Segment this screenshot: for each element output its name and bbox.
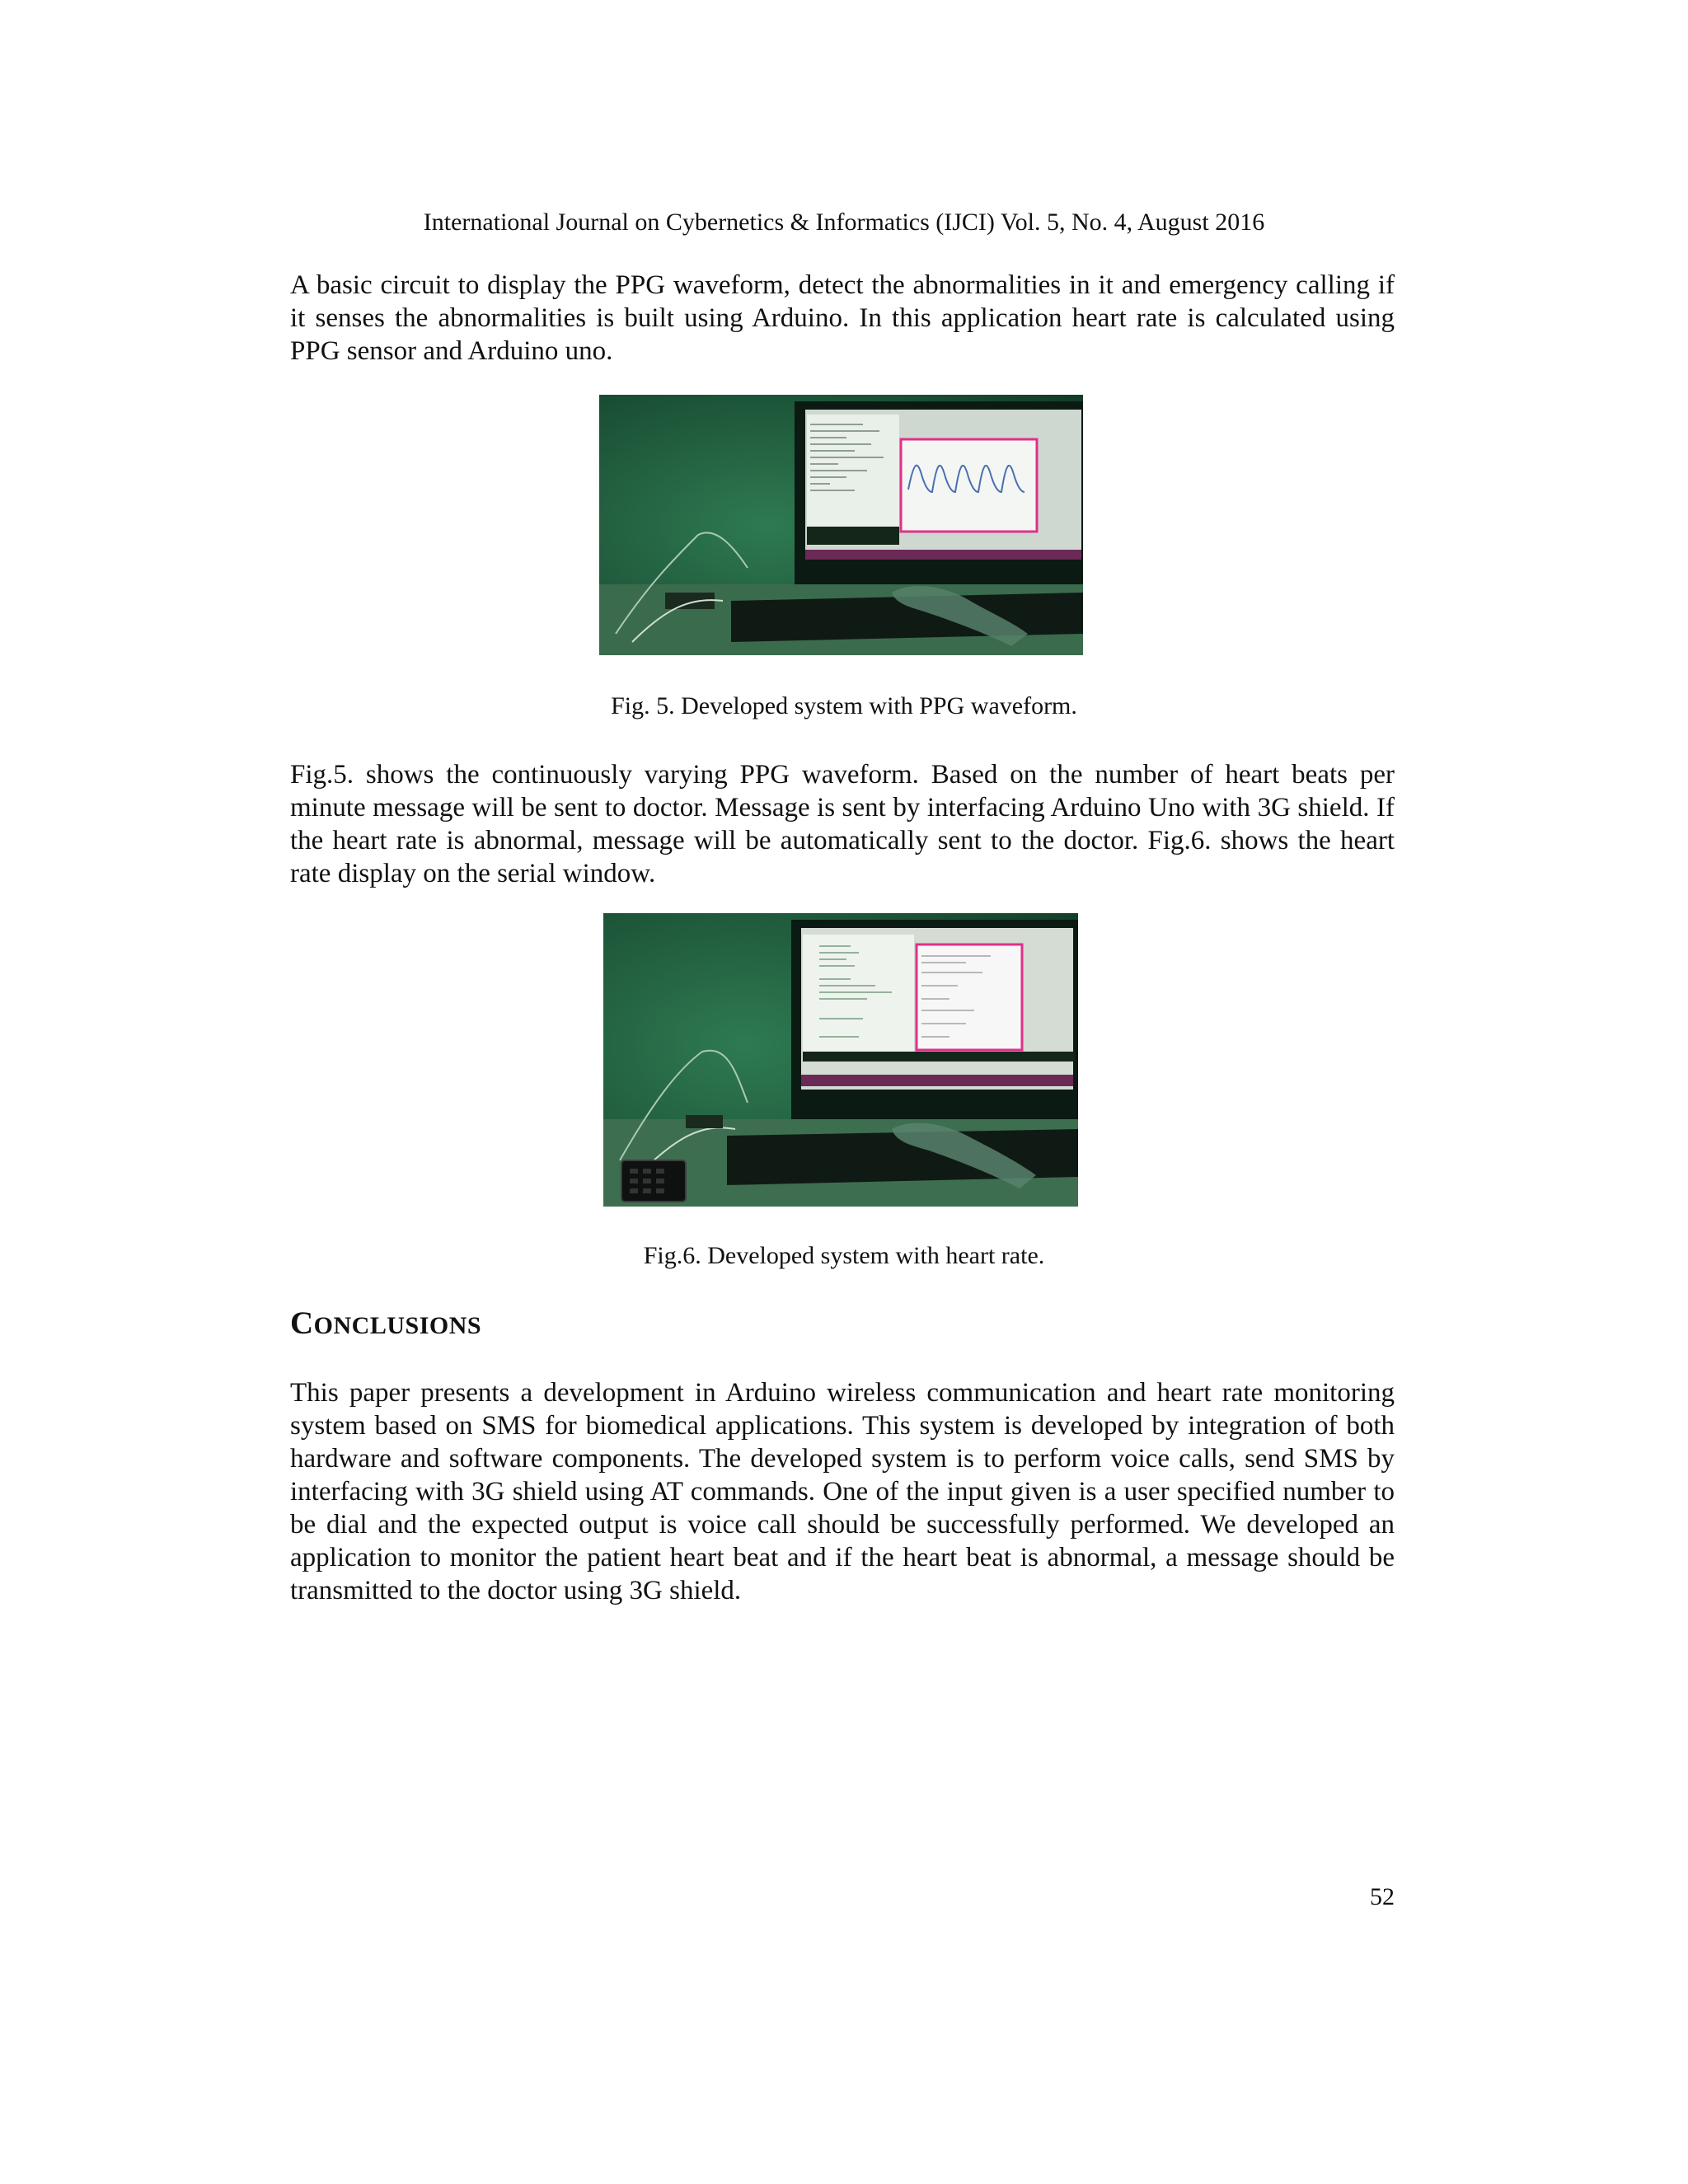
arduino-board: [686, 1115, 723, 1128]
running-header: International Journal on Cybernetics & Informatics (IJCI) Vol. 5, No. 4, August 2016: [423, 209, 1265, 236]
fig5-scene: [599, 395, 1083, 655]
paragraph-fig5-description: Fig.5. shows the continuously varying PPG waveform. Based on the number of heart beats per minute message will be sent to doctor. Message is sent by interfacing Arduino Uno with 3G shield. If the heart rate is abnormal, message will be automatically sent to the doctor. Fig.6. shows the heart rate display on the serial window.: [290, 760, 1395, 888]
ide-window: [807, 415, 899, 538]
paragraph-intro: A basic circuit to display the PPG waveform, detect the abnormalities in it and emergency calling if it senses the abnormalities is built using Arduino. In this application heart rate is calculated using PPG sensor and Arduino uno.: [290, 270, 1395, 366]
figure-5-photo: [599, 395, 1083, 655]
figure-5-caption: Fig. 5. Developed system with PPG waveform.: [611, 692, 1077, 719]
heading-initial: C: [290, 1305, 314, 1341]
heading-rest: ONCLUSIONS: [313, 1312, 482, 1339]
taskbar: [805, 550, 1081, 560]
ide-console: [803, 1052, 1075, 1062]
phone-keypad: [630, 1169, 664, 1193]
fig6-scene: [603, 913, 1078, 1207]
ppg-plot-window: [901, 439, 1037, 532]
page-number: 52: [1370, 1883, 1395, 1910]
ide-console: [807, 527, 899, 545]
figure-6-photo: [603, 913, 1078, 1207]
section-heading-conclusions: [290, 1305, 481, 1345]
paragraph-conclusions: This paper presents a development in Arduino wireless communication and heart rate monitoring system based on SMS for biomedical applications. This system is developed by integration of both hardware and software components. The developed system is to perform voice calls, send SMS by interfacing with 3G shield using AT commands. One of the input given is a user specified number to be dial and the expected output is voice call should be successfully performed. We developed an application to monitor the patient heart beat and if the heart beat is abnormal, a message should be transmitted to the doctor using 3G shield.: [290, 1378, 1395, 1605]
taskbar: [801, 1075, 1073, 1086]
serial-monitor-window: [917, 944, 1022, 1050]
figure-6-caption: Fig.6. Developed system with heart rate.: [643, 1242, 1045, 1269]
